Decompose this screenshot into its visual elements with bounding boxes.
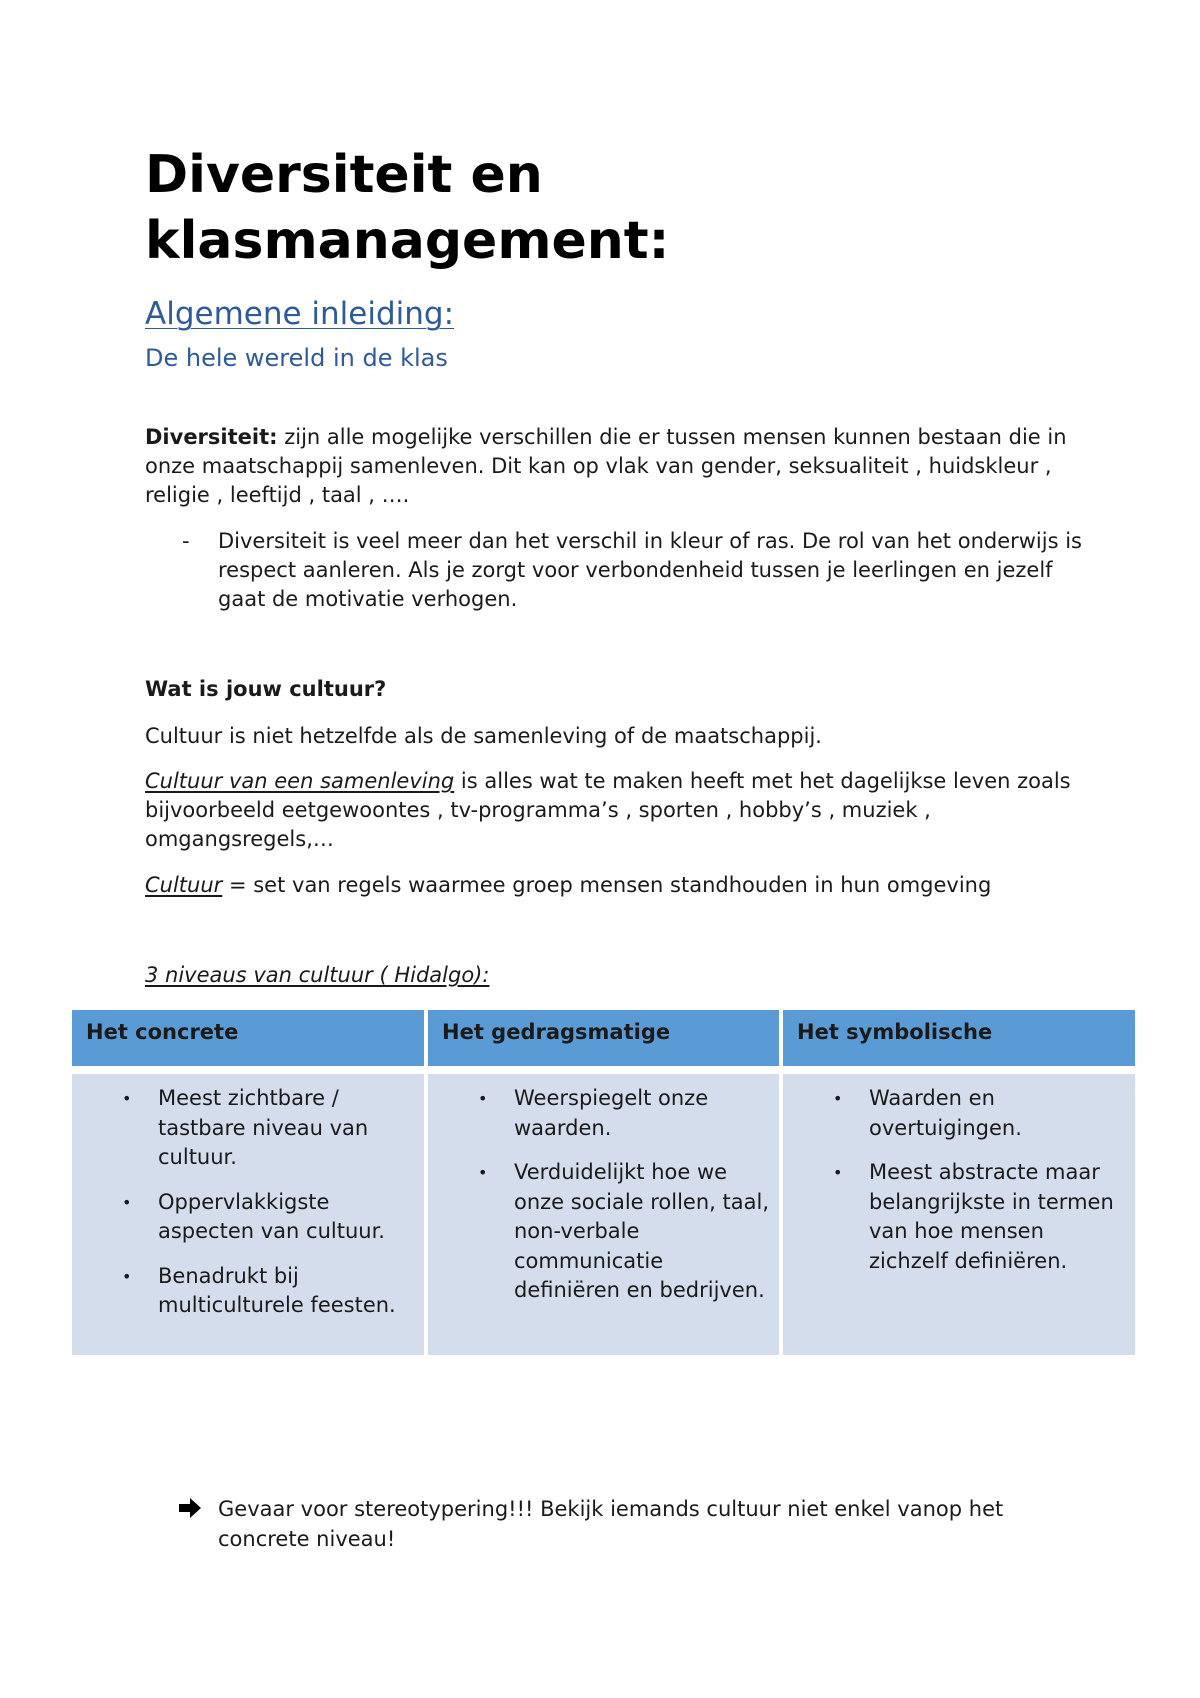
samenleving-text: is alles wat te maken heeft met het dagelijkse leven zoals bijvoorbeeld eetgewoontes , tv-programma’s , sporten , hobby’s , muziek , omgangsregels,… (145, 769, 1071, 851)
section-heading: Algemene inleiding: (145, 296, 455, 332)
samenleving-paragraph (145, 767, 1075, 854)
title-line-2: klasmanagement: (145, 211, 670, 271)
bullet-list (428, 1084, 779, 1321)
bullet-icon: • (122, 1089, 132, 1108)
table-body-cell (72, 1074, 424, 1355)
list-item (783, 1158, 1135, 1276)
list-item-text: Waarden en overtuigingen. (869, 1086, 1022, 1140)
diversiteit-definition: zijn alle mogelijke verschillen die er tussen mensen kunnen bestaan die in onze maatschappij samenleven. Dit kan op vlak van gender, seksualiteit , huidskleur , religie , leeftijd , taal , …. (145, 425, 1067, 507)
bullet-icon: • (478, 1089, 488, 1108)
table-header-cell: Het concrete (72, 1010, 424, 1066)
diversiteit-term: Diversiteit: (145, 425, 278, 449)
document-title (145, 142, 1045, 274)
bullet-icon: • (122, 1266, 132, 1286)
list-item-text: Oppervlakkigste aspecten van cultuur. (158, 1189, 385, 1243)
table-column-symbolisch (783, 1010, 1135, 1355)
dash-marker: - (182, 529, 190, 553)
list-item-text: Meest abstracte maar belangrijkste in termen van hoe mensen zichzelf definiëren. (869, 1160, 1114, 1273)
cultuur-definition: = set van regels waarmee groep mensen standhouden in hun omgeving (222, 873, 992, 897)
bullet-icon: • (833, 1089, 843, 1108)
list-item (428, 1158, 779, 1306)
bullet-list (783, 1084, 1135, 1291)
list-item (783, 1084, 1135, 1143)
list-item-text: Benadrukt bij multiculturele feesten. (158, 1263, 396, 1317)
table-column-concrete (72, 1010, 424, 1355)
samenleving-term: Cultuur van een samenleving (145, 769, 455, 793)
arrow-right-icon (177, 1496, 203, 1520)
bullet-icon: • (833, 1163, 843, 1182)
diversiteit-paragraph (145, 423, 1075, 510)
list-item (72, 1188, 424, 1247)
list-item-text: Verduidelijkt hoe we onze sociale rollen, taal, non-verbale communicatie definiëren en bedrijven. (514, 1160, 769, 1302)
subsection-heading: De hele wereld in de klas (145, 344, 448, 372)
niveaus-heading: 3 niveaus van cultuur ( Hidalgo): (145, 963, 490, 987)
question-heading: Wat is jouw cultuur? (145, 677, 387, 701)
cultuur-niet-paragraph: Cultuur is niet hetzelfde als de samenleving of de maatschappij. (145, 724, 822, 748)
list-item-text: Meest zichtbare / tastbare niveau van cultuur. (158, 1086, 369, 1169)
cultuur-term: Cultuur (145, 873, 223, 897)
bullet-list (72, 1084, 424, 1336)
list-item (72, 1084, 424, 1173)
table-column-gedragsmatig (428, 1010, 779, 1355)
cultuur-definition-paragraph (145, 871, 1075, 900)
list-item-text: Weerspiegelt onze waarden. (514, 1086, 709, 1140)
list-item (72, 1262, 424, 1321)
table-header-cell: Het gedragsmatige (428, 1010, 779, 1066)
cultuur-niveaus-table (72, 1010, 1135, 1355)
table-body-cell (783, 1074, 1135, 1355)
dash-item-text: Diversiteit is veel meer dan het verschil in kleur of ras. De rol van het onderwijs is respect aanleren. Als je zorgt voor verbondenheid tussen je leerlingen en jezelf gaat de motivatie verhogen. (218, 529, 1082, 611)
title-line-1: Diversiteit en (145, 145, 543, 205)
bullet-icon: • (122, 1192, 132, 1212)
table-header-cell: Het symbolische (783, 1010, 1135, 1066)
list-item (428, 1084, 779, 1143)
table-body-cell (428, 1074, 779, 1355)
bullet-icon: • (478, 1163, 488, 1182)
callout-text: Gevaar voor stereotypering!!! Bekijk iemands cultuur niet enkel vanop het concrete niveau! (218, 1497, 1004, 1551)
